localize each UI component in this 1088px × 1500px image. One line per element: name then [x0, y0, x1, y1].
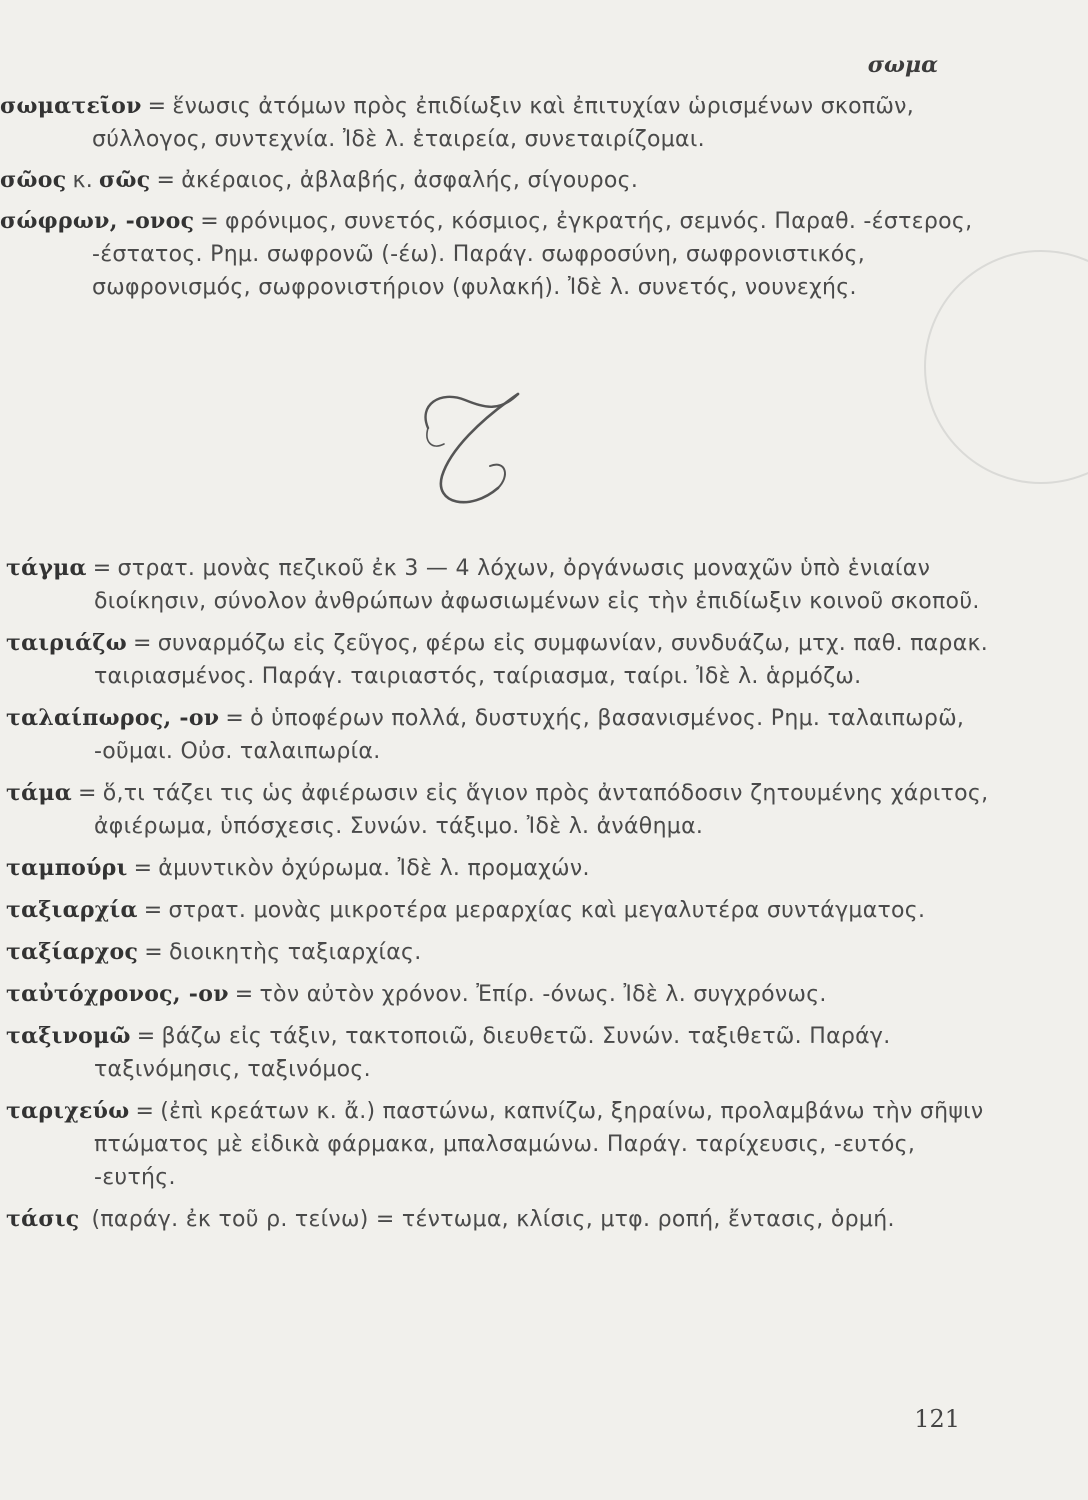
headword: ταξινομῶ [6, 1023, 131, 1049]
dictionary-entry [0, 1203, 1000, 1236]
dictionary-entry [0, 164, 1000, 197]
separator: = [144, 940, 163, 965]
section-letter-ornament [410, 380, 540, 520]
definition: συναρμόζω εἰς ζεῦγος, φέρω εἰς συμφωνίαν, συνδυάζω, μτχ. παθ. παρακ. ταιριασμένος. Παράγ. ταιριαστός, ταίριασμα, ταίρι. Ἰδὲ λ. ἁρμόζω. [94, 631, 989, 689]
separator: = [136, 1024, 156, 1049]
dictionary-entry [0, 702, 1000, 768]
separator: κ. [72, 168, 93, 193]
headword: ταιριάζω [6, 630, 127, 656]
dictionary-entry [0, 552, 1000, 618]
separator: = [225, 706, 245, 731]
separator: = [132, 631, 152, 656]
separator: = [77, 781, 97, 806]
definition: στρατ. μονὰς πεζικοῦ ἐκ 3 — 4 λόχων, ὀργάνωσις μοναχῶν ὑπὸ ἑνιαίαν διοίκησιν, σύνολον ἀνθρώπων ἀφωσιωμένων εἰς τὴν ἐπιδίωξιν κοινοῦ σκοποῦ. [94, 556, 980, 614]
separator: = [143, 898, 163, 923]
dictionary-entry [0, 1020, 1000, 1086]
dictionary-entry [0, 978, 1000, 1011]
dictionary-entry [0, 777, 1000, 843]
headword: ταριχεύω [6, 1098, 130, 1124]
definition: τὸν αὐτὸν χρόνον. Ἐπίρ. -όνως. Ἰδὲ λ. συγχρόνως. [259, 982, 827, 1007]
separator: = [147, 94, 167, 119]
dictionary-entry [0, 205, 1000, 304]
headword: σῶος [0, 167, 67, 193]
separator: = [156, 168, 176, 193]
running-head: σωμα [867, 52, 938, 78]
entries-top [0, 90, 1000, 312]
headword: τάσις [6, 1206, 80, 1232]
headword: τάμα [6, 780, 72, 806]
dictionary-entry [0, 894, 1000, 927]
dictionary-entry [0, 627, 1000, 693]
entries-bottom [0, 552, 1000, 1245]
definition: ὁ ὑποφέρων πολλά, δυστυχής, βασανισμένος. Ρημ. ταλαιπωρῶ, -οῦμαι. Οὐσ. ταλαιπωρία. [94, 706, 965, 764]
definition: ὅ,τι τάζει τις ὡς ἀφιέρωσιν εἰς ἅγιον πρὸς ἀνταπόδοσιν ζητουμένης χάριτος, ἀφιέρωμα, ὑπόσχεσις. Συνών. τάξιμο. Ἰδὲ λ. ἀνάθημα. [94, 781, 989, 839]
definition: διοικητὴς ταξιαρχίας. [168, 940, 422, 965]
definition: στρατ. μονὰς μικροτέρα μεραρχίας καὶ μεγαλυτέρα συντάγματος. [168, 898, 926, 923]
separator: = [92, 556, 112, 581]
headword: ταμπούρι [6, 855, 128, 881]
separator: = [234, 982, 254, 1007]
definition: ἕνωσις ἀτόμων πρὸς ἐπιδίωξιν καὶ ἐπιτυχίαν ὡρισμένων σκοπῶν, σύλλογος, συντεχνία. Ἰδὲ λ. ἑταιρεία, συνεταιρίζομαι. [92, 94, 915, 152]
definition: ἀκέραιος, ἀβλαβής, ἀσφαλής, σίγουρος. [181, 168, 639, 193]
headword: ταξίαρχος [6, 939, 139, 965]
definition: (ἐπὶ κρεάτων κ. ἄ.) παστώνω, καπνίζω, ξηραίνω, προλαμβάνω τὴν σῆψιν πτώματος μὲ εἰδικὰ φάρμακα, μπαλσαμώνω. Παράγ. ταρίχευσις, -ευτός, -ευτής. [94, 1099, 984, 1190]
headword: ταλαίπωρος, -ον [6, 705, 220, 731]
definition: (παράγ. ἐκ τοῦ ρ. τείνω) = τέντωμα, κλίσις, μτφ. ροπή, ἔντασις, ὁρμή. [91, 1207, 895, 1232]
headword: ταξιαρχία [6, 897, 138, 923]
headword-variant: σῶς [99, 167, 151, 193]
definition: βάζω εἰς τάξιν, τακτοποιῶ, διευθετῶ. Συνών. ταξιθετῶ. Παράγ. ταξινόμησις, ταξινόμος. [94, 1024, 891, 1082]
dictionary-entry [0, 936, 1000, 969]
definition: ἀμυντικὸν ὀχύρωμα. Ἰδὲ λ. προμαχών. [158, 856, 590, 881]
headword: σώφρων, -ονος [0, 208, 195, 234]
definition: φρόνιμος, συνετός, κόσμιος, ἐγκρατής, σεμνός. Παραθ. -έστερος, -έστατος. Ρημ. σωφρονῶ (-έω). Παράγ. σωφροσύνη, σωφρονιστικός, σωφρονισμός, σωφρονιστήριον (φυλακή). Ἰδὲ λ. συνετός, νουνεχής. [92, 209, 973, 300]
separator: = [135, 1099, 155, 1124]
dictionary-entry [0, 852, 1000, 885]
page-number: 121 [914, 1405, 960, 1433]
headword: τάγμα [6, 555, 87, 581]
headword: ταὐτόχρονος, -ον [6, 981, 229, 1007]
separator: = [200, 209, 220, 234]
dictionary-entry [0, 90, 1000, 156]
headword: σωματεῖον [0, 93, 142, 119]
separator: = [133, 856, 153, 881]
dictionary-entry [0, 1095, 1000, 1194]
